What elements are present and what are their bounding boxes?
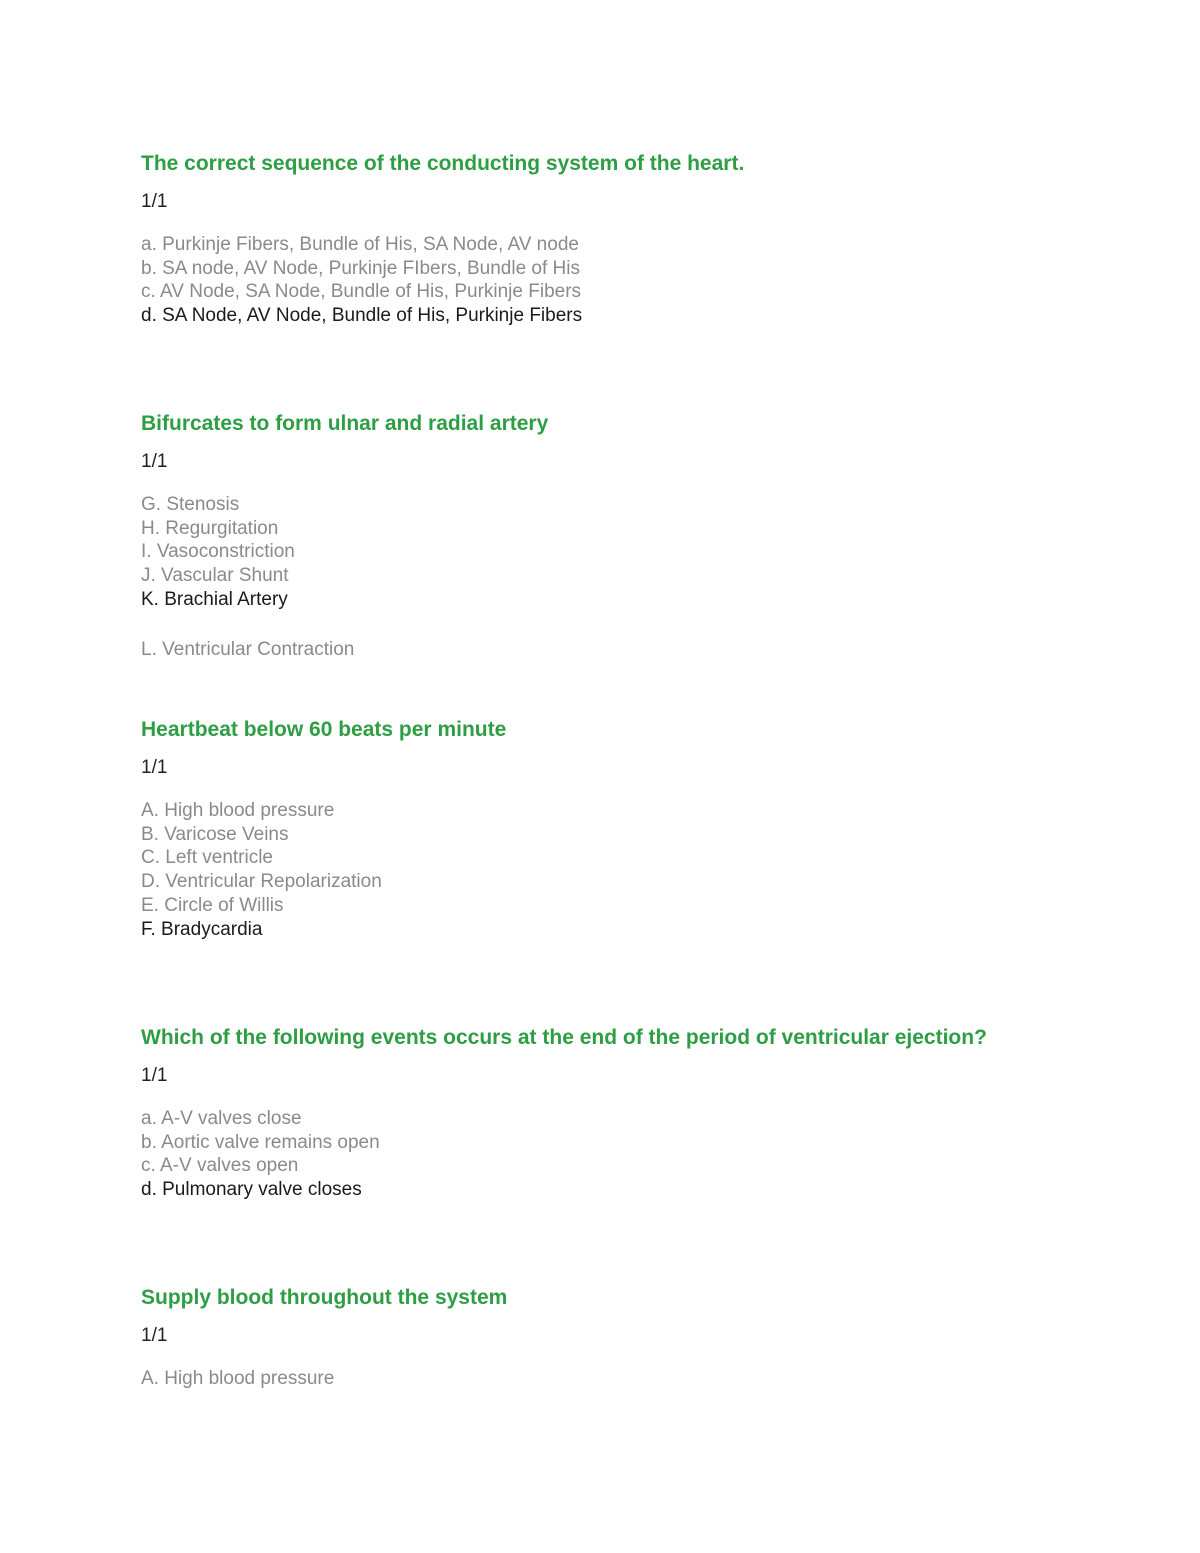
answer-option[interactable]: A. High blood pressure [141,1368,335,1389]
question-title: The correct sequence of the conducting system of the heart. [141,152,745,175]
answer-options [141,233,1141,328]
answer-option[interactable]: a. A-V valves close [141,1108,302,1129]
answer-option[interactable]: C. Left ventricle [141,847,273,869]
answer-option[interactable]: J. Vascular Shunt [141,565,289,587]
answer-option[interactable]: c. A-V valves open [141,1155,299,1177]
answer-option[interactable]: D. Ventricular Repolarization [141,871,382,893]
answer-option[interactable]: E. Circle of Willis [141,894,284,916]
answer-option[interactable]: a. Purkinje Fibers, Bundle of His, SA Node, AV node [141,234,579,255]
answer-options [141,1107,1141,1202]
answer-option[interactable]: c. AV Node, SA Node, Bundle of His, Purkinje Fibers [141,281,582,303]
answer-option[interactable]: B. Varicose Veins [141,823,289,845]
question-title: Bifurcates to form ulnar and radial artery [141,412,549,435]
answer-option-selected[interactable]: K. Brachial Artery [141,588,288,610]
answer-option[interactable]: b. SA node, AV Node, Purkinje FIbers, Bundle of His [141,257,581,279]
question-block [141,1285,1141,1407]
answer-option-selected[interactable]: d. Pulmonary valve closes [141,1179,362,1201]
answer-options [141,1367,1141,1391]
question-title: Which of the following events occurs at the end of the period of ventricular ejection? [141,1026,987,1049]
question-score: 1/1 [141,1325,168,1346]
answer-option[interactable]: I. Vasoconstriction [141,541,295,563]
question-block [141,151,1141,344]
answer-options [141,493,1141,661]
answer-option[interactable]: A. High blood pressure [141,800,335,821]
answer-option[interactable]: G. Stenosis [141,494,240,515]
question-block [141,411,1141,677]
answer-option[interactable]: H. Regurgitation [141,517,279,539]
answer-option[interactable]: L. Ventricular Contraction [141,638,355,660]
question-block [141,717,1141,957]
answer-option-selected[interactable]: d. SA Node, AV Node, Bundle of His, Purkinje Fibers [141,305,583,327]
answer-option-selected[interactable]: F. Bradycardia [141,918,263,940]
question-title: Supply blood throughout the system [141,1286,508,1309]
answer-options [141,799,1141,941]
question-block [141,1025,1141,1218]
question-score: 1/1 [141,451,168,472]
question-score: 1/1 [141,1065,168,1086]
answer-option[interactable]: b. Aortic valve remains open [141,1131,380,1153]
question-score: 1/1 [141,191,168,212]
question-score: 1/1 [141,757,168,778]
question-title: Heartbeat below 60 beats per minute [141,718,507,741]
